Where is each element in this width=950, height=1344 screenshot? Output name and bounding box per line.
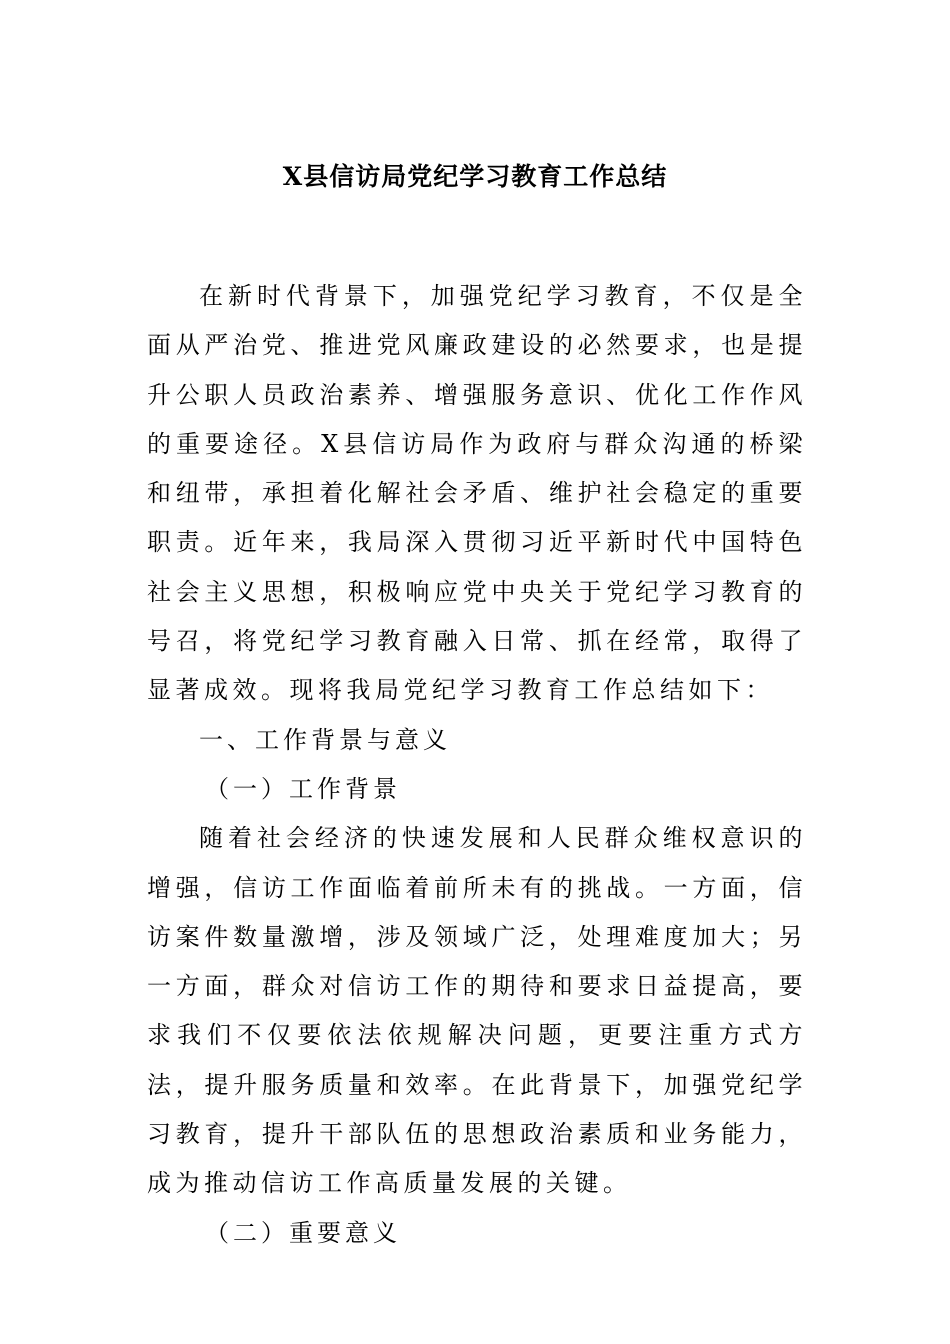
subsection-heading-2: （二）重要意义 [205, 1218, 401, 1247]
document-body [147, 272, 807, 1258]
document-title: X县信访局党纪学习教育工作总结 [282, 162, 668, 191]
section-heading-1: 一、工作背景与意义 [199, 725, 451, 754]
subsection-heading-1: （一）工作背景 [205, 774, 401, 803]
intro-paragraph: 在新时代背景下，加强党纪学习教育，不仅是全面从严治党、推进党风廉政建设的必然要求，也是提升公职人员政治素养、增强服务意识、优化工作作风的重要途径。X县信访局作为政府与群众沟通的桥梁和纽带，承担着化解社会矛盾、维护社会稳定的重要职责。近年来，我局深入贯彻习近平新时代中国特色社会主义思想，积极响应党中央关于党纪学习教育的号召，将党纪学习教育融入日常、抓在经常，取得了显著成效。现将我局党纪学习教育工作总结如下： [147, 282, 807, 705]
subsection-1-paragraph: 随着社会经济的快速发展和人民群众维权意识的增强，信访工作面临着前所未有的挑战。一方面，信访案件数量激增，涉及领域广泛，处理难度加大；另一方面，群众对信访工作的期待和要求日益提高，要求我们不仅要依法依规解决问题，更要注重方式方法，提升服务质量和效率。在此背景下，加强党纪学习教育，提升干部队伍的思想政治素质和业务能力，成为推动信访工作高质量发展的关键。 [147, 824, 807, 1198]
